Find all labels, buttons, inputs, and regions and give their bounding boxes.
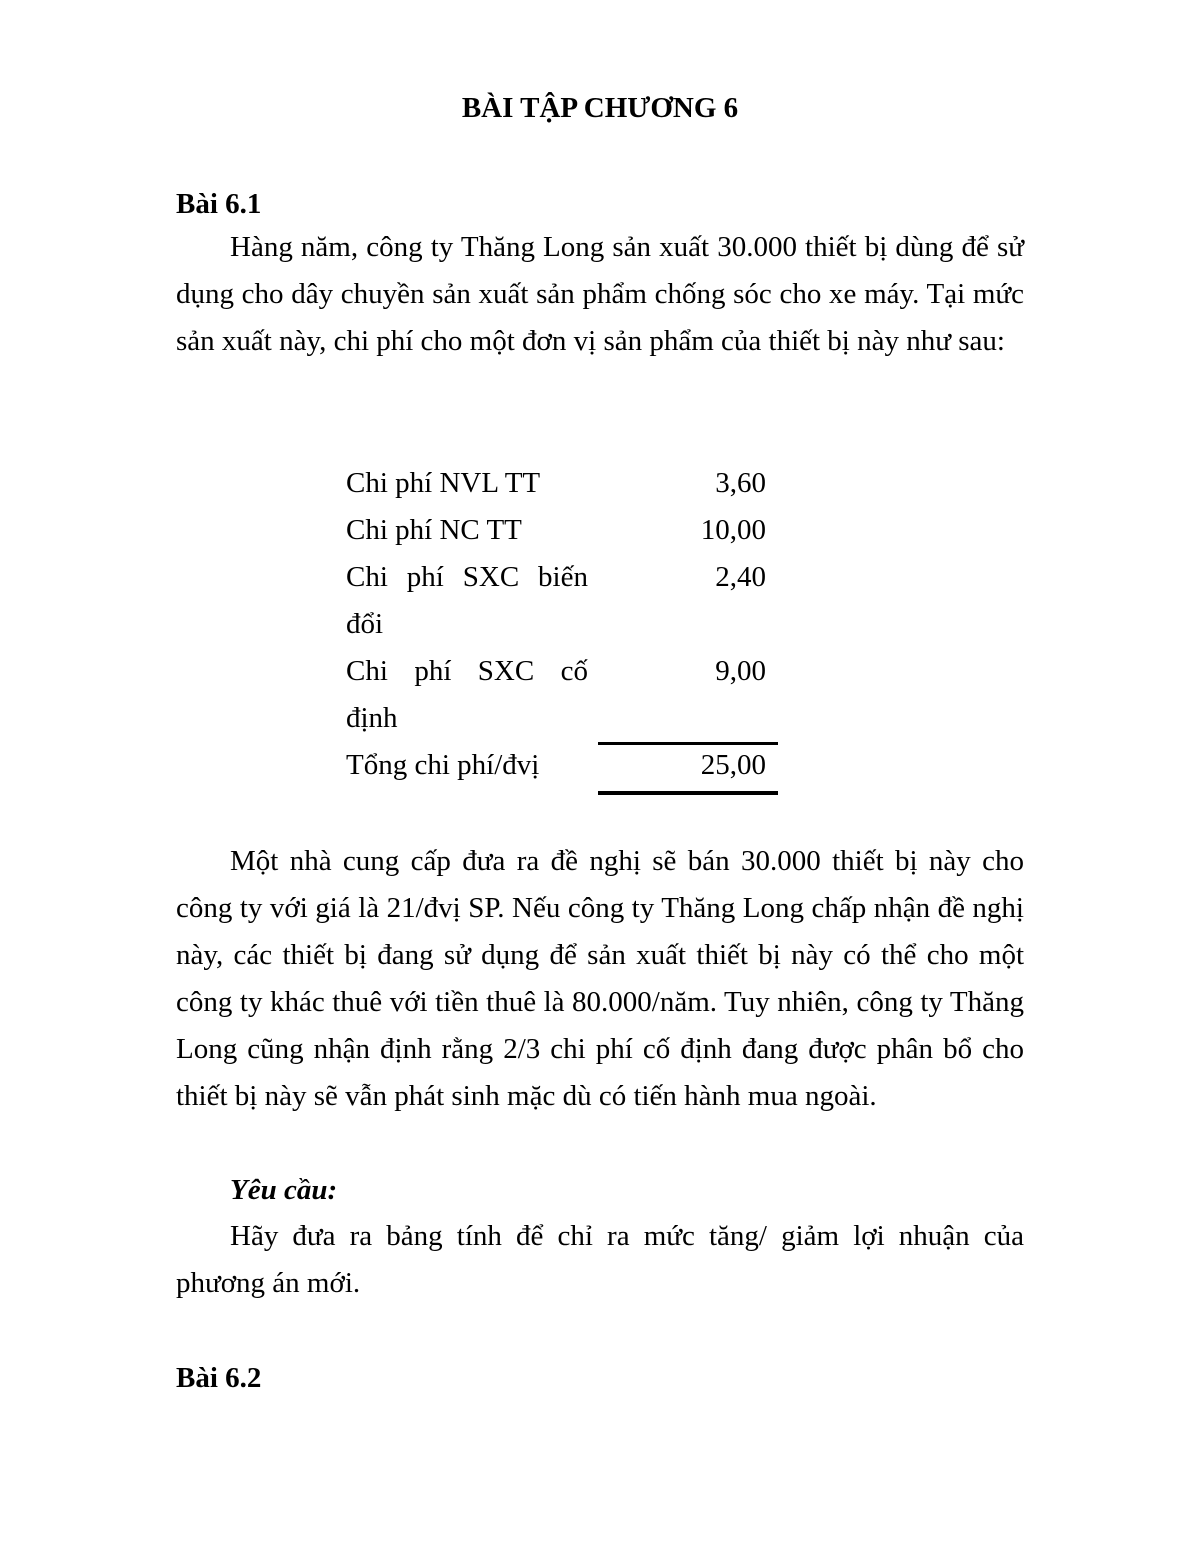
- cost-row: [346, 648, 778, 742]
- total-top-rule: [598, 742, 778, 745]
- cost-value: 9,00: [715, 655, 766, 687]
- cost-value: 3,60: [715, 467, 766, 499]
- cost-row: [346, 507, 778, 554]
- cost-label: Chi phí NC TT: [346, 514, 522, 546]
- unit-cost-table: [346, 460, 778, 789]
- page-title: BÀI TẬP CHƯƠNG 6: [461, 92, 739, 124]
- cost-total-label: Tổng chi phí/đvị: [346, 749, 540, 781]
- cost-row: [346, 460, 778, 507]
- requirement-label: Yêu cầu:: [230, 1174, 338, 1206]
- supplier-offer-paragraph: Một nhà cung cấp đưa ra đề nghị sẽ bán 30.000 thiết bị này cho công ty với giá là 21/đvị SP. Nếu công ty Thăng Long chấp nhận đề nghị này, các thiết bị đang sử dụng để sản xuất thiết bị này có thể cho một công ty khác thuê với tiền thuê là 80.000/năm. Tuy nhiên, công ty Thăng Long cũng nhận định rằng 2/3 chi phí cố định đang được phân bổ cho thiết bị này sẽ vẫn phát sinh mặc dù có tiến hành mua ngoài.: [176, 845, 1024, 1112]
- cost-label: Chi phí NVL TT: [346, 467, 541, 499]
- requirement-paragraph: Hãy đưa ra bảng tính để chỉ ra mức tăng/ giảm lợi nhuận của phương án mới.: [176, 1220, 1024, 1299]
- cost-row: [346, 554, 778, 648]
- exercise-heading-6-2: Bài 6.2: [176, 1362, 262, 1394]
- cost-value: 10,00: [700, 514, 766, 546]
- total-bottom-rule: [598, 791, 778, 795]
- cost-value: 2,40: [715, 561, 766, 593]
- cost-total-row: [346, 742, 778, 789]
- cost-label: Chi phí SXC biến đổi: [346, 561, 588, 640]
- exercise-intro-paragraph: Hàng năm, công ty Thăng Long sản xuất 30.000 thiết bị dùng để sử dụng cho dây chuyền sản xuất sản phẩm chống sóc cho xe máy. Tại mức sản xuất này, chi phí cho một đơn vị sản phẩm của thiết bị này như sau:: [176, 231, 1024, 357]
- cost-label: Chi phí SXC cố định: [346, 655, 588, 734]
- cost-total-value: 25,00: [700, 749, 766, 781]
- exercise-heading-6-1: Bài 6.1: [176, 188, 262, 220]
